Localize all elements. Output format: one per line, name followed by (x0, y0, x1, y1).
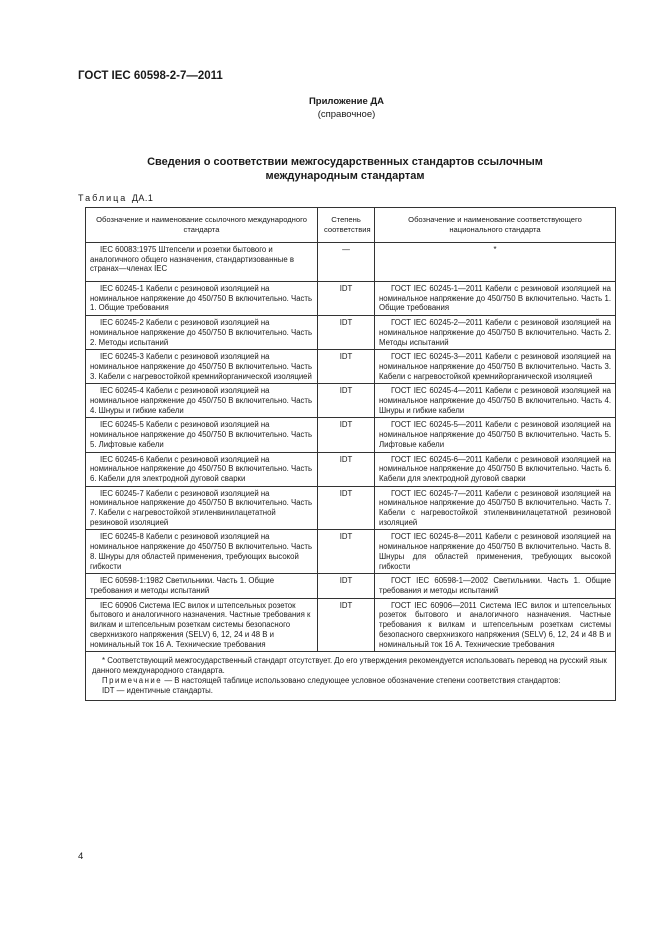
table-row (86, 486, 616, 530)
table-header-row (86, 208, 616, 243)
degree-cell: — (318, 243, 375, 282)
national-cell: ГОСТ IEC 60245-3—2011 Кабели с резиновой изоляцией на номинальное напряжение до 450/750 В включительно. Часть 3. Кабели с нагревостойкой кремнийорганической изоляцией (375, 350, 616, 384)
table-row (86, 350, 616, 384)
degree-cell: IDT (318, 530, 375, 574)
table-row (86, 452, 616, 486)
table-caption-number: ДА.1 (131, 193, 154, 203)
table-row (86, 384, 616, 418)
table-row (86, 316, 616, 350)
header-national-standard: Обозначение и наименование соответствующего национального стандарта (375, 208, 616, 243)
correspondence-table (85, 207, 616, 701)
table-row (86, 530, 616, 574)
reference-cell: IEC 60245-5 Кабели с резиновой изоляцией на номинальное напряжение до 450/750 В включительно. Часть 5. Лифтовые кабели (86, 418, 318, 452)
table-row (86, 598, 616, 652)
national-cell: ГОСТ IEC 60245-1—2011 Кабели с резиновой изоляцией на номинальное напряжение до 450/750 В включительно. Часть 1. Общие требования (375, 282, 616, 316)
national-cell: ГОСТ IEC 60245-6—2011 Кабели с резиновой изоляцией на номинальное напряжение до 450/750 В включительно. Часть 6. Кабели для электродной дуговой сварки (375, 452, 616, 486)
national-cell: ГОСТ IEC 60245-4—2011 Кабели с резиновой изоляцией на номинальное напряжение до 450/750 В включительно. Часть 4. Шнуры и гибкие кабели (375, 384, 616, 418)
degree-cell: IDT (318, 418, 375, 452)
header-reference-standard: Обозначение и наименование ссылочного международного стандарта (86, 208, 318, 243)
reference-cell: IEC 60245-1 Кабели с резиновой изоляцией на номинальное напряжение до 450/750 В включительно. Часть 1. Общие требования (86, 282, 318, 316)
header-degree: Степень соответствия (318, 208, 375, 243)
table-caption-label: Таблица (78, 193, 128, 203)
reference-cell: IEC 60906 Система IEC вилок и штепсельных розеток бытового и аналогичного назначения. Частные требования к вилкам и штепсельным розеткам системы безопасного сверхнизкого напряжения (SELV) 6, 12, 24 и 48 В и номинальный ток 16 А. Технические требования (86, 598, 318, 652)
table-row (86, 418, 616, 452)
document-code: ГОСТ IEC 60598-2-7—2011 (78, 70, 223, 82)
degree-cell: IDT (318, 316, 375, 350)
degree-cell: IDT (318, 486, 375, 530)
table-row (86, 282, 616, 316)
page-number: 4 (78, 851, 84, 862)
reference-cell: IEC 60245-3 Кабели с резиновой изоляцией на номинальное напряжение до 450/750 В включительно. Часть 3. Кабели с нагревостойкой кремнийорганической изоляцией (86, 350, 318, 384)
reference-cell: IEC 60245-4 Кабели с резиновой изоляцией на номинальное напряжение до 450/750 В включительно. Часть 4. Шнуры и гибкие кабели (86, 384, 318, 418)
footnote: * Соответствующий межгосударственный стандарт отсутствует. До его утверждения рекомендуется использовать перевод на русский язык данного международного стандарта. (92, 656, 607, 676)
title-line-2: международным стандартам (265, 170, 425, 182)
national-cell: ГОСТ IEC 60245-5—2011 Кабели с резиновой изоляцией на номинальное напряжение до 450/750 В включительно. Часть 5. Лифтовые кабели (375, 418, 616, 452)
table-row (86, 574, 616, 598)
reference-cell: IEC 60598-1:1982 Светильники. Часть 1. Общие требования и методы испытаний (86, 574, 318, 598)
table-caption (78, 193, 153, 203)
reference-cell: IEC 60245-2 Кабели с резиновой изоляцией на номинальное напряжение до 450/750 В включительно. Часть 2. Методы испытаний (86, 316, 318, 350)
reference-cell: IEC 60083:1975 Штепсели и розетки бытового и аналогичного общего назначения, стандартизованные в странах—членах IEC (86, 243, 318, 282)
table-notes-row (86, 652, 616, 701)
document-title (110, 155, 580, 183)
degree-cell: IDT (318, 384, 375, 418)
note-label: Примечание (102, 676, 163, 686)
national-cell: ГОСТ IEC 60245-8—2011 Кабели с резиновой изоляцией на номинальное напряжение до 450/750 В включительно. Часть 8. Шнуры для областей применения, требующих высокой гибкости (375, 530, 616, 574)
degree-cell: IDT (318, 282, 375, 316)
degree-cell: IDT (318, 598, 375, 652)
reference-cell: IEC 60245-6 Кабели с резиновой изоляцией на номинальное напряжение до 450/750 В включительно. Часть 6. Кабели для электродной дуговой сварки (86, 452, 318, 486)
note-text: — В настоящей таблице использовано следующее условное обозначение степени соответствия стандартов: (164, 676, 561, 686)
national-cell: * (375, 243, 616, 282)
degree-cell: IDT (318, 350, 375, 384)
national-cell: ГОСТ IEC 60245-7—2011 Кабели с резиновой изоляцией на номинальное напряжение до 450/750 В включительно. Часть 7. Кабели с нагревостойкой этиленвинилацетатной резиновой изоляцией (375, 486, 616, 530)
degree-cell: IDT (318, 574, 375, 598)
annex-title: Приложение ДА (308, 96, 385, 107)
national-cell: ГОСТ IEC 60598-1—2002 Светильники. Часть 1. Общие требования и методы испытаний (375, 574, 616, 598)
national-cell: ГОСТ IEC 60245-2—2011 Кабели с резиновой изоляцией на номинальное напряжение до 450/750 В включительно. Часть 2. Методы испытаний (375, 316, 616, 350)
note (92, 676, 609, 686)
table-row (86, 243, 616, 282)
table-notes (86, 652, 616, 701)
annex-subtitle: (справочное) (317, 109, 376, 120)
reference-cell: IEC 60245-8 Кабели с резиновой изоляцией на номинальное напряжение до 450/750 В включительно. Часть 8. Шнуры для областей применения, требующих высокой гибкости (86, 530, 318, 574)
title-line-1: Сведения о соответствии межгосударственных стандартов ссылочным (147, 156, 543, 168)
national-cell: ГОСТ IEC 60906—2011 Система IEC вилок и штепсельных розеток бытового и аналогичного назначения. Частные требования к вилкам и штепсельным розеткам системы безопасного сверхнизкого напряжения (SELV) 6, 12, 24 и 48 В и номинальный ток 16 А. Технические требования (375, 598, 616, 652)
reference-cell: IEC 60245-7 Кабели с резиновой изоляцией на номинальное напряжение до 450/750 В включительно. Часть 7. Кабели с нагревостойкой этиленвинилацетатной резиновой изоляцией (86, 486, 318, 530)
note-idt: IDT — идентичные стандарты. (102, 686, 213, 696)
degree-cell: IDT (318, 452, 375, 486)
